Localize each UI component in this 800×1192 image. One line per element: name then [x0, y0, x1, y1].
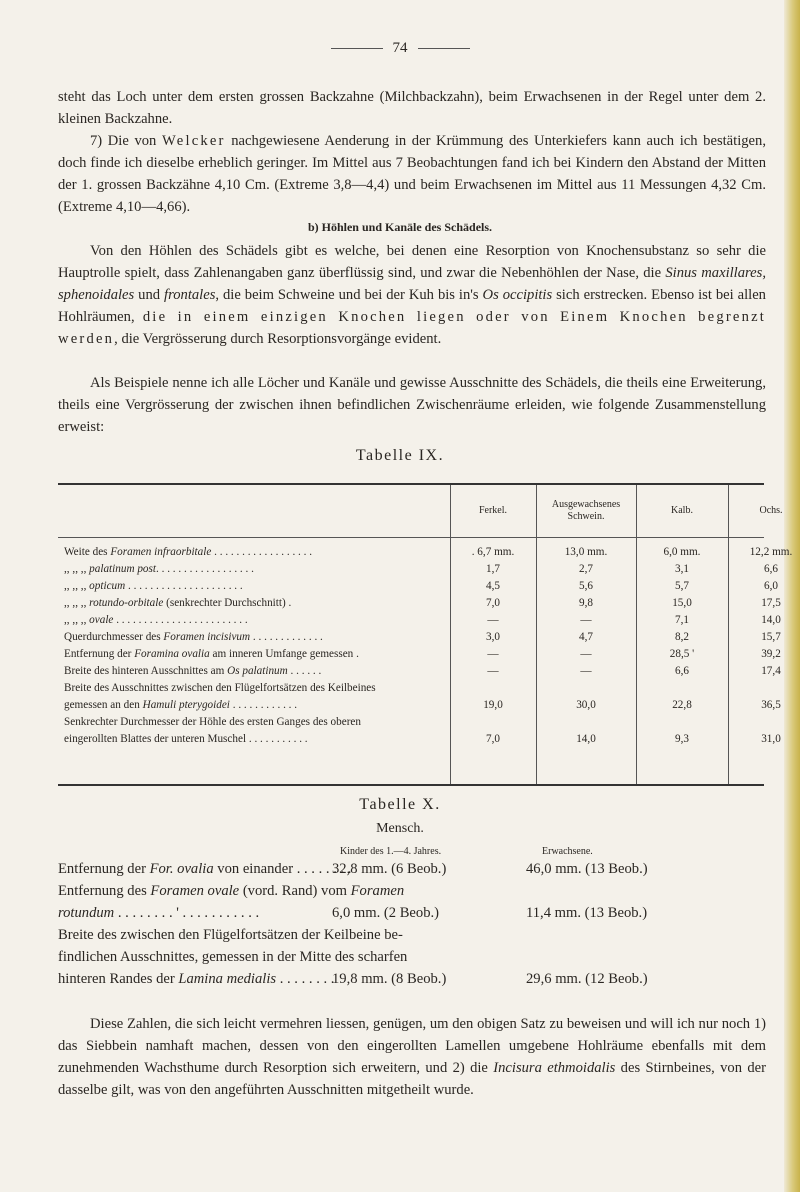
row-label: [58, 880, 404, 902]
table-cell: —: [580, 648, 592, 660]
table-row: [58, 629, 781, 646]
section-heading: b) Höhlen und Kanäle des Schädels.: [307, 220, 493, 234]
row-label: [64, 714, 446, 731]
table-cell: —: [487, 614, 499, 626]
table-cell: 6,0 mm.: [663, 546, 701, 558]
col-header-children: Kinder des 1.—4. Jahres.: [340, 846, 442, 857]
paragraph-1: [58, 86, 766, 130]
row-label-text: hinteren Randes der: [58, 971, 179, 987]
table-cell: 13,0 mm.: [564, 546, 608, 558]
value-adults: 46,0 mm. (13 Beob.): [526, 861, 648, 877]
table-row: [58, 612, 781, 629]
leader-dots: .: [353, 648, 359, 660]
row-label-text: Breite des hinteren Ausschnittes am: [64, 665, 228, 677]
row-label: [58, 968, 334, 990]
row-label-text: Weite des: [64, 546, 111, 558]
leader-dots: . . . . . . . . . . . . . . . . . .: [156, 563, 254, 575]
table-cell: 30,0: [576, 699, 596, 711]
leader-dots: .: [285, 597, 292, 609]
row-label: [64, 544, 446, 561]
p3-italic-3: Os occipitis: [482, 287, 553, 303]
col-header: Ausgewachsenes Schwein.: [551, 499, 621, 522]
p3-italic-1: Sinus maxillares, sphenoidales: [58, 265, 766, 303]
row-label-italic: Foramen: [350, 883, 405, 899]
paragraph-5: [58, 1013, 766, 1101]
row-label-italic: Os palatinum: [227, 665, 288, 677]
row-label: [64, 612, 446, 629]
row-label: [64, 680, 446, 697]
table-cell: 15,7: [761, 631, 781, 643]
table-cell: 12,2 mm.: [749, 546, 793, 558]
row-label-text: ,, ,, ,,: [64, 614, 90, 626]
row-label: [58, 946, 407, 968]
leader-dots: . . . . . . . . . . .: [246, 733, 308, 745]
row-label-text: . . . . . . . .: [276, 971, 335, 987]
row-label-italic: rotundum: [58, 905, 115, 921]
row-label-italic: For. ovalia: [149, 861, 214, 877]
author-name: Welcker: [161, 133, 226, 149]
table-row: [58, 544, 793, 561]
row-label-text: Breite des zwischen den Flügelfortsätzen der Keilbeine be-: [58, 927, 403, 943]
table-cell: 4,7: [579, 631, 593, 643]
table-cell: 5,6: [579, 580, 593, 592]
table-row: [58, 646, 781, 663]
table-cell: 39,2: [761, 648, 781, 660]
row-label-text: Entfernung der: [58, 861, 150, 877]
table-row: [58, 663, 781, 680]
row-label-italic: Foramen incisivum: [163, 631, 251, 643]
table-cell: 28,5 ': [669, 648, 695, 660]
row-label-italic: opticum: [89, 580, 126, 592]
leader-dots: . . . . . .: [287, 665, 322, 677]
row-label-text: ,, ,, ,,: [64, 563, 90, 575]
table-9: [58, 483, 793, 786]
table-cell: 22,8: [672, 699, 692, 711]
value-children: 6,0 mm. (2 Beob.): [332, 905, 440, 921]
table-cell: —: [487, 665, 499, 677]
table-cell: 2,7: [579, 563, 593, 575]
table-cell: 1,7: [486, 563, 500, 575]
row-label-italic: Hamuli pterygoidei: [142, 699, 230, 711]
table-row: [58, 680, 764, 697]
leader-dots: . . . . . . . . . . . . . . . . . .: [211, 546, 313, 558]
table-cell: 7,1: [675, 614, 689, 626]
row-label-text: . . . . . . . . ' . . . . . . . . . . .: [114, 905, 260, 921]
paragraph-1-text: steht das Loch unter dem ersten grossen Backzahne (Milchbackzahn), beim Erwachsenen in der Regel unter dem 2. kleinen Backzahne.: [58, 89, 766, 127]
table-cell: —: [580, 665, 592, 677]
value-children: 19,8 mm. (8 Beob.): [332, 971, 447, 987]
p5-italic: Incisura ethmoidalis: [493, 1060, 616, 1076]
leader-dots: . . . . . . . . . . . . . . . . . . . . .: [125, 580, 243, 592]
row-label-italic: Foramen infraorbitale: [110, 546, 212, 558]
row-label-text: eingerollten Blattes der unteren Muschel: [64, 733, 247, 745]
row-label-text: Querdurchmesser des: [64, 631, 164, 643]
col-header: Ochs.: [759, 505, 783, 516]
row-label-italic: Lamina medialis: [178, 971, 277, 987]
paragraph-4: [58, 372, 766, 438]
table-9-title: Tabelle IX.: [355, 447, 445, 464]
row-label-text: (vord. Rand) vom: [239, 883, 351, 899]
row-label: [64, 578, 446, 595]
p3-spaced: die in einem einzigen Knochen liegen oder von Einem Knochen begrenzt werden: [58, 309, 766, 347]
row-label-text: von einander . . . . . . . .: [213, 861, 352, 877]
row-label: [64, 663, 446, 680]
row-label: [64, 731, 446, 748]
row-label: [64, 595, 446, 612]
table-cell: 36,5: [761, 699, 781, 711]
table-cell: 9,3: [675, 733, 689, 745]
p3-b: und: [134, 287, 165, 303]
paragraph-4-text: Als Beispiele nenne ich alle Löcher und Kanäle und gewisse Ausschnitte des Schädels, die theils eine Erweiterung, theils eine Vergrösserung der zwischen ihnen befindlichen Zwischenräume erleiden, wie folgende Zusammenstellung erweist:: [58, 375, 766, 435]
table-row: [58, 714, 764, 731]
table-cell: 3,0: [486, 631, 500, 643]
row-label-italic: Foramen ovale: [150, 883, 240, 899]
p2-start: 7) Die von: [90, 133, 162, 149]
row-label-italic: rotundo-orbitale: [89, 597, 164, 609]
p5-b: des Stirnbeines, von der dasselbe gilt, was von den angeführten Ausschnitten mitgetheilt wurde.: [58, 1060, 766, 1098]
row-label-text: ,, ,, ,,: [64, 580, 90, 592]
table-cell: 19,0: [483, 699, 503, 711]
table-row: [58, 578, 778, 595]
table-cell: 17,4: [761, 665, 781, 677]
page-number-text: 74: [392, 40, 408, 56]
left-rule: [331, 48, 383, 49]
row-label-text: findlichen Ausschnittes, gemessen in der Mitte des scharfen: [58, 949, 408, 965]
table-cell: 6,6: [675, 665, 689, 677]
row-label: [58, 858, 351, 880]
leader-dots: . . . . . . . . . . . . . . . . . . . . . . . .: [113, 614, 248, 626]
row-label-text: (senkrechter Durchschnitt): [163, 597, 286, 609]
table-cell: 7,0: [486, 597, 500, 609]
table-cell: 6,0: [764, 580, 778, 592]
row-label-italic: ovale: [89, 614, 114, 626]
row-label-text: am inneren Umfange gemessen: [209, 648, 354, 660]
table-cell: 9,8: [579, 597, 593, 609]
table-row: [58, 731, 781, 748]
table-cell: 31,0: [761, 733, 781, 745]
row-label: [58, 924, 403, 946]
table-10-title: Tabelle X.: [359, 796, 441, 813]
value-children: 32,8 mm. (6 Beob.): [332, 861, 447, 877]
p3-c: , die beim Schweine und bei der Kuh bis in's: [215, 287, 483, 303]
leader-dots: . . . . . . . . . . . . .: [250, 631, 323, 643]
table-cell: 8,2: [675, 631, 689, 643]
value-adults: 11,4 mm. (13 Beob.): [526, 905, 648, 921]
p2-rest: nachgewiesene Aenderung in der Krümmung des Unterkiefers kann auch ich bestätigen, doch finde ich dieselbe erheblich geringer. Im Mittel aus 7 Beobachtungen fand ich bei Kindern den Abstand der Mitten der 1. grossen Backzähne 4,10 Cm. (Extreme 3,8—4,4) und beim Erwachsenen im Mittel aus 11 Messungen 4,32 Cm. (Extreme 4,10—4,66).: [58, 133, 766, 215]
p5-a: Diese Zahlen, die sich leicht vermehren liessen, genügen, um den obigen Satz zu beweisen und will ich nur noch 1) das Siebbein namhaft machen, dessen von den eingerollten Lamellen umgebene Hohlräume ebenfalls mit dem zunehmenden Wachsthume durch Resorption sich erweitern, und 2) die: [58, 1016, 766, 1076]
value-adults: 29,6 mm. (12 Beob.): [526, 971, 648, 987]
p3-e: , die Vergrösserung durch Resorptionsvorgänge evident.: [114, 331, 442, 347]
col-header-adults: Erwachsene.: [542, 846, 593, 857]
table-cell: . 6,7 mm.: [471, 546, 515, 558]
table-row: [58, 595, 781, 612]
row-label: [64, 697, 446, 714]
row-label-italic: palatinum post: [89, 563, 156, 575]
header-divider: [58, 537, 764, 538]
row-label-italic: Foramina ovalia: [134, 648, 210, 660]
row-label-text: Senkrechter Durchmesser der Höhle des ersten Ganges des oberen: [64, 716, 361, 728]
table-cell: 14,0: [761, 614, 781, 626]
col-header: Ferkel.: [478, 505, 508, 516]
p3-italic-2: frontales: [164, 287, 216, 303]
table-cell: 3,1: [675, 563, 689, 575]
table-cell: —: [580, 614, 592, 626]
table-10-subtitle: Mensch.: [376, 821, 424, 836]
table-cell: 14,0: [576, 733, 596, 745]
row-label: [64, 561, 446, 578]
row-label-text: gemessen an den: [64, 699, 143, 711]
row-label-text: Entfernung des: [58, 883, 151, 899]
table-cell: 4,5: [486, 580, 500, 592]
right-rule: [418, 48, 470, 49]
table-row: [58, 697, 781, 714]
paragraph-2: [58, 130, 766, 218]
col-header: Kalb.: [671, 505, 693, 516]
table-cell: 7,0: [486, 733, 500, 745]
row-label-text: Breite des Ausschnittes zwischen den Flügelfortsätzen des Keilbeines: [64, 682, 376, 694]
leader-dots: . . . . . . . . . . . .: [229, 699, 298, 711]
table-cell: 15,0: [672, 597, 692, 609]
table-cell: 17,5: [761, 597, 781, 609]
row-label: [64, 629, 446, 646]
table-cell: 6,6: [764, 563, 778, 575]
table-cell: —: [487, 648, 499, 660]
row-label-text: ,, ,, ,,: [64, 597, 90, 609]
row-label: [64, 646, 446, 663]
page-number: [0, 40, 800, 57]
table-row: [58, 561, 778, 578]
p3-d: sich erstrecken. Ebenso ist bei allen Hohlräumen,: [58, 287, 766, 325]
table-10: [58, 858, 766, 1002]
row-label-text: Entfernung der: [64, 648, 135, 660]
paragraph-3: [58, 240, 766, 350]
row-label: [58, 902, 259, 924]
table-cell: 5,7: [675, 580, 689, 592]
p3-a: Von den Höhlen des Schädels gibt es welche, bei denen eine Resorption von Knochensubstanz so sehr die Hauptrolle spielt, dass Zahlenangaben ganz überflüssig sind, und zwar die Nebenhöhlen der Nase, die: [58, 243, 766, 281]
